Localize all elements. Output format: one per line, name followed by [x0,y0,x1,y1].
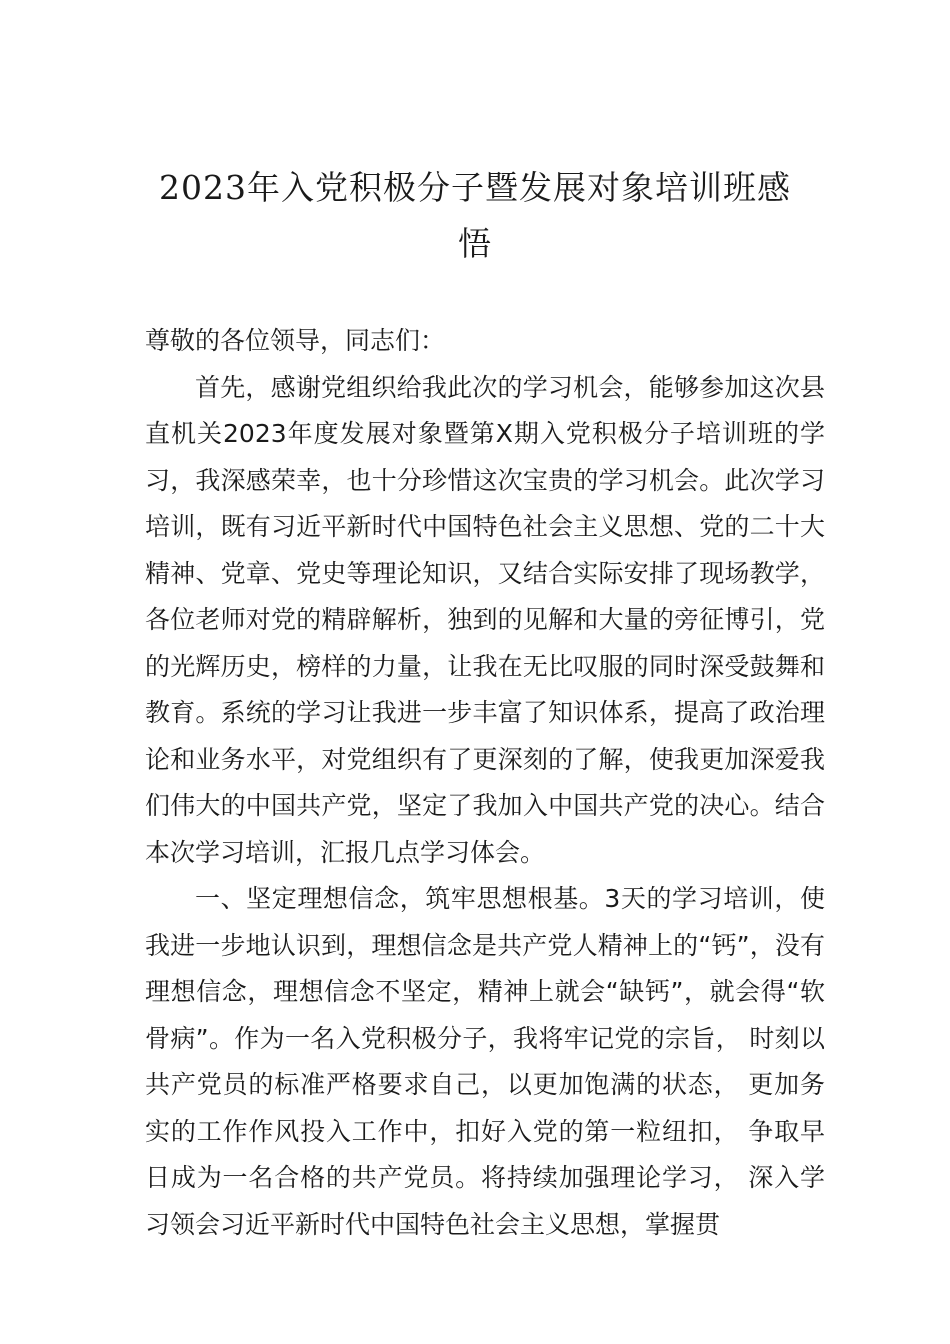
paragraph-point-one [145,876,825,1248]
salutation: 尊敬的各位领导，同志们： [145,326,446,355]
paragraph-text: 3天的学习培训，使我进一步地认识到，理想信念是共产党人精神上的“钙”，没有理想信念，理想信念不坚定，精神上就会“缺钙”，就会得“软骨病”。作为一名入党积极分子，我将牢记党的宗旨， 时刻以共产党员的标准严格要求自己，以更加饱满的状态， 更加务实的工作作风投入工作中，扣好入党的第一粒纽扣， 争取早日成为一名合格的共产党员。将持续加强理论学习， 深入学习领会习近平新时代中国特色社会主义思想，掌握贯 [145,884,825,1239]
document-body [145,318,825,1248]
section-heading: 一、坚定理想信念，筑牢思想根基。 [195,884,605,913]
paragraph-text: 首先，感谢党组织给我此次的学习机会，能够参加这次县直机关2023年度发展对象暨第X期入党积极分子培训班的学习，我深感荣幸，也十分珍惜这次宝贵的学习机会。此次学习培训，既有习近平新时代中国特色社会主义思想、党的二十大精神、党章、党史等理论知识，又结合实际安排了现场教学，各位老师对党的精辟解析，独到的见解和大量的旁征博引，党的光辉历史，榜样的力量，让我在无比叹服的同时深受鼓舞和教育。系统的学习让我进一步丰富了知识体系，提高了政治理论和业务水平，对党组织有了更深刻的了解，使我更加深爱我们伟大的中国共产党，坚定了我加入中国共产党的决心。结合本次学习培训，汇报几点学习体会。 [145,372,825,867]
document-title: 2023年入党积极分子暨发展对象培训班感悟 [159,168,791,263]
paragraph-intro [145,365,825,877]
